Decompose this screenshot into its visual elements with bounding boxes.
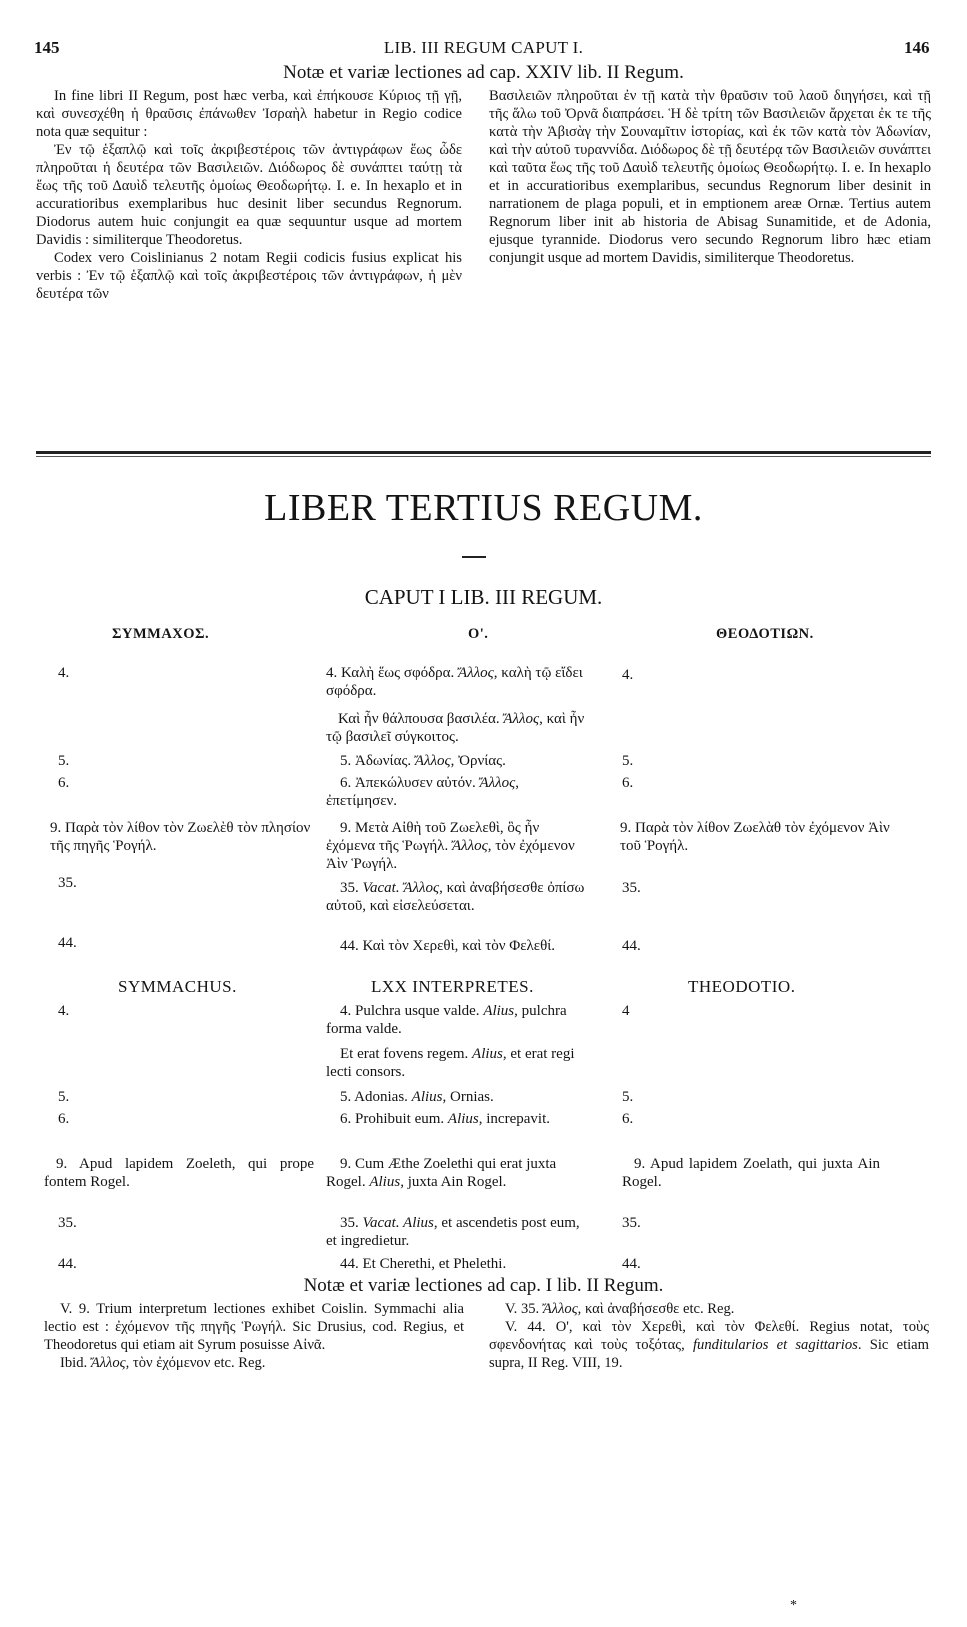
lxx-verse: 6. Prohibuit eum. Alius, increpavit. [340,1111,550,1127]
theodotion-verse: 44. [622,938,641,954]
theodotion-verse: 4. [622,667,634,683]
footnote-v35: V. 35. Ἄλλος, καὶ ἀναβήσεσθε etc. Reg. [505,1301,735,1317]
page-number-left: 145 [34,38,60,57]
theodotion-verse: 6. [622,1111,634,1127]
lxx-verse: 4. Pulchra usque valde. Alius, pulchra forma valde. [326,1003,567,1037]
section-divider [36,451,931,454]
column-head-symmachus-latin: SYMMACHUS. [118,977,237,996]
theodotion-verse: 35. [622,880,641,896]
symmachus-verse: 5. [58,1089,70,1105]
footnote-v44: V. 44. Ο', καὶ τὸν Χερεθὶ, καὶ τὸν Φελεθί. Regius notat, τοὺς σφενδονήτας καὶ τοὺς τοξότας, funditularios et sagittarios. Sic etiam supra, II Reg. VIII, 19. [489,1319,930,1371]
symmachus-verse: 9. Παρὰ τὸν λίθον τὸν Ζωελὲθ τὸν πλησίον τῆς πηγῆς Ῥογήλ. [50,820,311,854]
theodotion-verse: 5. [622,1089,634,1105]
lxx-verse: Καὶ ἦν θάλπουσα βασιλέα. Ἄλλος, καὶ ἦν τῷ βασιλεῖ σύγκοιτος. [326,711,585,745]
symmachus-verse: 6. [58,1111,70,1127]
symmachus-verse: 4. [58,1003,70,1019]
notes-column-left [36,87,462,303]
column-head-theodotion-greek: ΘΕΟΔΟΤΙΩΝ. [716,626,814,642]
symmachus-verse: 35. [58,875,77,891]
book-title: LIBER TERTIUS REGUM. [264,487,703,529]
symmachus-verse: 6. [58,775,70,791]
notes-heading-cap-i: Notæ et variæ lectiones ad cap. I lib. II Regum. [303,1275,664,1296]
symmachus-verse: 44. [58,935,77,951]
symmachus-verse: 4. [58,665,70,681]
footnote-ibid: Ibid. Ἄλλος, τὸν ἐχόμενον etc. Reg. [60,1355,266,1371]
theodotion-verse: 9. Apud lapidem Zoelath, qui juxta Ain Rogel. [622,1156,880,1190]
theodotion-verse: 4 [622,1003,630,1019]
caput-title: CAPUT I LIB. III REGUM. [364,585,603,609]
lxx-verse: 44. Καὶ τὸν Χερεθὶ, καὶ τὸν Φελεθί. [340,938,556,954]
lxx-verse: 9. Cum Æthe Zoelethi qui erat juxta Rogel. Alius, juxta Ain Rogel. [326,1156,557,1190]
theodotion-verse: 44. [622,1256,641,1272]
lxx-verse: 6. Ἀπεκώλυσεν αὐτόν. Ἄλλος, ἐπετίμησεν. [326,775,519,809]
theodotion-verse: 6. [622,775,634,791]
column-head-lxx-greek: Ο'. [468,626,489,642]
lxx-verse: 9. Μετὰ Αἰθὴ τοῦ Ζωελεθὶ, ὃς ἦν ἐχόμενα τῆς Ῥωγήλ. Ἄλλος, τὸν ἐχόμενον Ἀὶν Ῥωγήλ. [326,820,575,872]
theodotion-verse: 9. Παρὰ τὸν λίθον Ζωελὰθ τὸν ἐχόμενον Ἀὶν τοῦ Ῥογήλ. [620,820,890,854]
lxx-verse: 35. Vacat. Alius, et ascendetis post eum, et ingredietur. [326,1215,580,1249]
asterisk-mark: * [790,1598,797,1613]
lxx-verse: 5. Adonias. Alius, Ornias. [340,1089,494,1105]
title-dash [462,556,486,558]
note-paragraph: Βασιλειῶν πληροῦται ἐν τῇ κατὰ τὴν θραῦσιν τοῦ λαοῦ διηγήσει, καὶ τῇ τῆς ἅλω τοῦ Ὀρνᾶ διαπράσει. Ἡ δὲ τρίτη τῶν Βασιλειῶν ἄρχεται ἐκ τε τῆς κατὰ τὴν Ἀβισὰγ τὴν Σουναμῖτιν ἱστορίας, καὶ ἐκ τῶν κατὰ τὸν Ἀδωνίαν, καὶ τὴν αὐτοῦ τυραννίδα. Διόδωρος δὲ τῇ δευτέρᾳ τῶν Βασιλειῶν συνάπτει καὶ ταῦτα ἕως τῆς τοῦ Δαυὶδ τελευτῆς ὁμοίως Θεοδωρήτῳ. I. e. In hexaplo et in accuratioribus exemplaribus, secundus Regnorum liber desinit in narrationem de plaga populi, et in emptionem areæ Ornæ. Tertius autem Regnorum liber init ab historia de Abisag Sunamitide, et de Adonia, ejusque tyrannide. Diodorus vero secundo Regnorum libro hæc etiam conjungit usque ad mortem Davidis, similiterque Theodoretus. [489,88,931,266]
theodotion-verse: 5. [622,753,634,769]
footnotes-right [489,1300,929,1372]
note-paragraph: Ἐν τῷ ἑξαπλῷ καὶ τοῖς ἀκριβεστέροις τῶν ἀντιγράφων ἕως ὧδε πληροῦται ἡ δευτέρα τῶν Βασιλειῶν. Διόδωρος δὲ συνάπτει ταύτῃ τὰ ἕως τῆς τοῦ Δαυὶδ τελευτῆς ὁμοίως Θεοδωρήτῳ. I. e. In hexaplo et in accuratioribus exemplaribus huc desinit liber secundus Regnorum. Diodorus autem huic conjungit ea quæ sequuntur usque ad mortem Davidis : similiterque Theodoretus. [36,142,462,248]
column-head-lxx-latin: LXX INTERPRETES. [371,977,534,996]
lxx-verse: 5. Ἀδωνίας. Ἄλλος, Ὀρνίας. [340,753,506,769]
notes-column-right [489,87,931,267]
symmachus-verse: 5. [58,753,70,769]
running-head: LIB. III REGUM CAPUT I. [383,38,584,57]
column-head-theodotion-latin: THEODOTIO. [688,977,796,996]
column-head-symmachus-greek: ΣΥΜΜΑΧΟΣ. [112,626,210,642]
page-number-right: 146 [904,38,930,57]
notes-heading-xxiv: Notæ et variæ lectiones ad cap. XXIV lib. II Regum. [283,62,684,83]
footnote-v9: V. 9. Trium interpretum lectiones exhibet Coislin. Symmachi alia lectio est : ἐχόμενον τῆς πηγῆς Ῥωγήλ. Sic Drusius, cod. Regius, et Theodoretus qui etiam ait Syrum posuisse Αἰνᾶ. [44,1301,464,1353]
note-paragraph: Codex vero Coislinianus 2 notam Regii codicis fusius explicat his verbis : Ἐν τῷ ἑξαπλῷ καὶ τοῖς ἀκριβεστέροις τῶν ἀντιγράφων, ἡ μὲν δευτέρα τῶν [36,250,462,302]
lxx-verse: 4. Καλὴ ἕως σφόδρα. Ἄλλος, καλὴ τῷ εἴδει σφόδρα. [326,665,583,699]
theodotion-verse: 35. [622,1215,641,1231]
note-paragraph: In fine libri II Regum, post hæc verba, καὶ ἐπήκουσε Κύριος τῇ γῇ, καὶ συνεσχέθη ἡ θραῦσις ἐπάνωθεν Ἰσραὴλ habetur in Regio codice nota quæ sequitur : [36,88,462,140]
symmachus-verse: 9. Apud lapidem Zoeleth, qui prope fontem Rogel. [44,1156,314,1190]
footnotes-left [44,1300,464,1372]
lxx-verse: Et erat fovens regem. Alius, et erat regi lecti consors. [326,1046,575,1080]
lxx-verse: 35. Vacat. Ἄλλος, καὶ ἀναβήσεσθε ὀπίσω αὐτοῦ, καὶ εἰσελεύσεται. [326,880,585,914]
symmachus-verse: 35. [58,1215,77,1231]
lxx-verse: 44. Et Cherethi, et Phelethi. [340,1256,507,1272]
symmachus-verse: 44. [58,1256,77,1272]
